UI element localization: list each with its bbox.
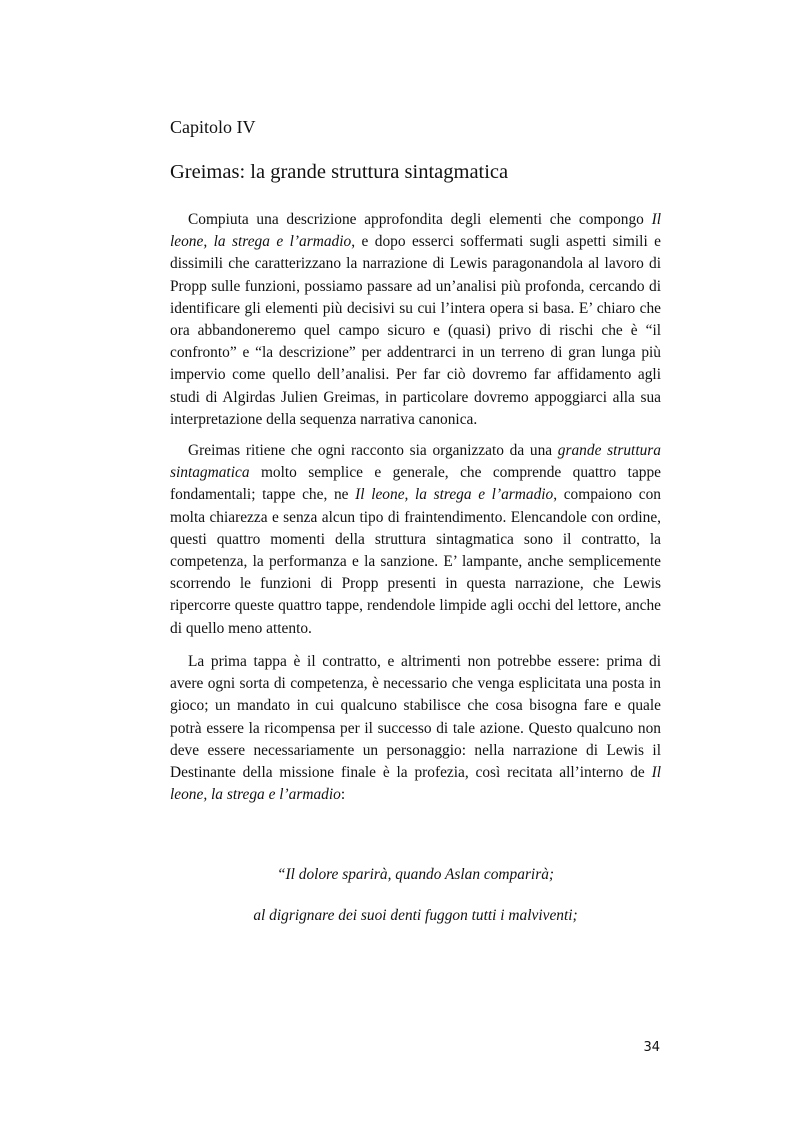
paragraph-2-italic-book-title: Il leone, la strega e l’armadio [355, 486, 554, 504]
paragraph-2-text-1: Greimas ritiene che ogni racconto sia organizzato da una [188, 442, 558, 459]
paragraph-1-italic-book-title: Il leone, la strega e l’armadio [170, 211, 661, 251]
quote-line-2: al digrignare dei suoi denti fuggon tutti i malviventi; [253, 907, 578, 924]
quote-line-1: “Il dolore sparirà, quando Aslan comparirà; [276, 866, 555, 883]
paragraph-2-text-2: molto semplice e generale, che comprende quattro tappe fondamentali; tappe che, ne [170, 464, 661, 504]
chapter-title: Greimas: la grande struttura sintagmatica [170, 161, 509, 183]
paragraph-3-text-2: : [340, 786, 346, 804]
paragraph-1-text-1: Compiuta una descrizione approfondita degli elementi che compongo [188, 211, 652, 228]
paragraph-2-text-3: , compaiono con molta chiarezza e senza alcun tipo di fraintendimento. Elencandole con ordine, questi quattro momenti della struttura sintagmatica sono il contratto, la competenza, la performanza e la sanzione. E’ lampante, anche semplicemente scorrendo le funzioni di Propp presenti in questa narrazione, che Lewis ripercorre queste quattro tappe, rendendole limpide agli occhi del lettore, anche di quello meno attento. [170, 486, 661, 637]
paragraph-2-italic-term: grande struttura sintagmatica [170, 442, 661, 482]
paragraph-3-text-1: La prima tappa è il contratto, e altrimenti non potrebbe essere: prima di avere ogni sorta di competenza, è necessario che venga esplicitata una posta in gioco; un mandato in cui qualcuno stabilisce che cosa bisogna fare e quale potrà essere la ricompensa per il successo di tale azione. Questo qualcuno non deve essere necessariamente un personaggio: nella narrazione di Lewis il Destinante della missione finale è la profezia, così recitata all’interno de [170, 653, 661, 782]
paragraph-1 [170, 209, 661, 431]
chapter-label: Capitolo IV [170, 117, 256, 137]
paragraph-2 [170, 440, 661, 640]
paragraph-3-italic-book-title: Il leone, la strega e l’armadio [170, 764, 661, 804]
paragraph-1-text-2: , e dopo esserci soffermati sugli aspetti simili e dissimili che caratterizzano la narrazione di Lewis paragonandola al lavoro di Propp sulle funzioni, possiamo passare ad un’analisi più profonda, cercando di identificare gli elementi più decisivi su cui l’intera opera si basa. E’ chiaro che ora abbandoneremo quel campo sicuro e (quasi) privo di rischi che è “il confronto” e “la descrizione” per addentrarci in un terreno di gran lunga più impervio come quello dell’analisi. Per far ciò dovremo far affidamento agli studi di Algirdas Julien Greimas, in particolare dovremo appoggiarci alla sua interpretazione della sequenza narrativa canonica. [170, 233, 661, 428]
page-number: 34 [643, 1040, 660, 1055]
paragraph-3 [170, 651, 661, 806]
